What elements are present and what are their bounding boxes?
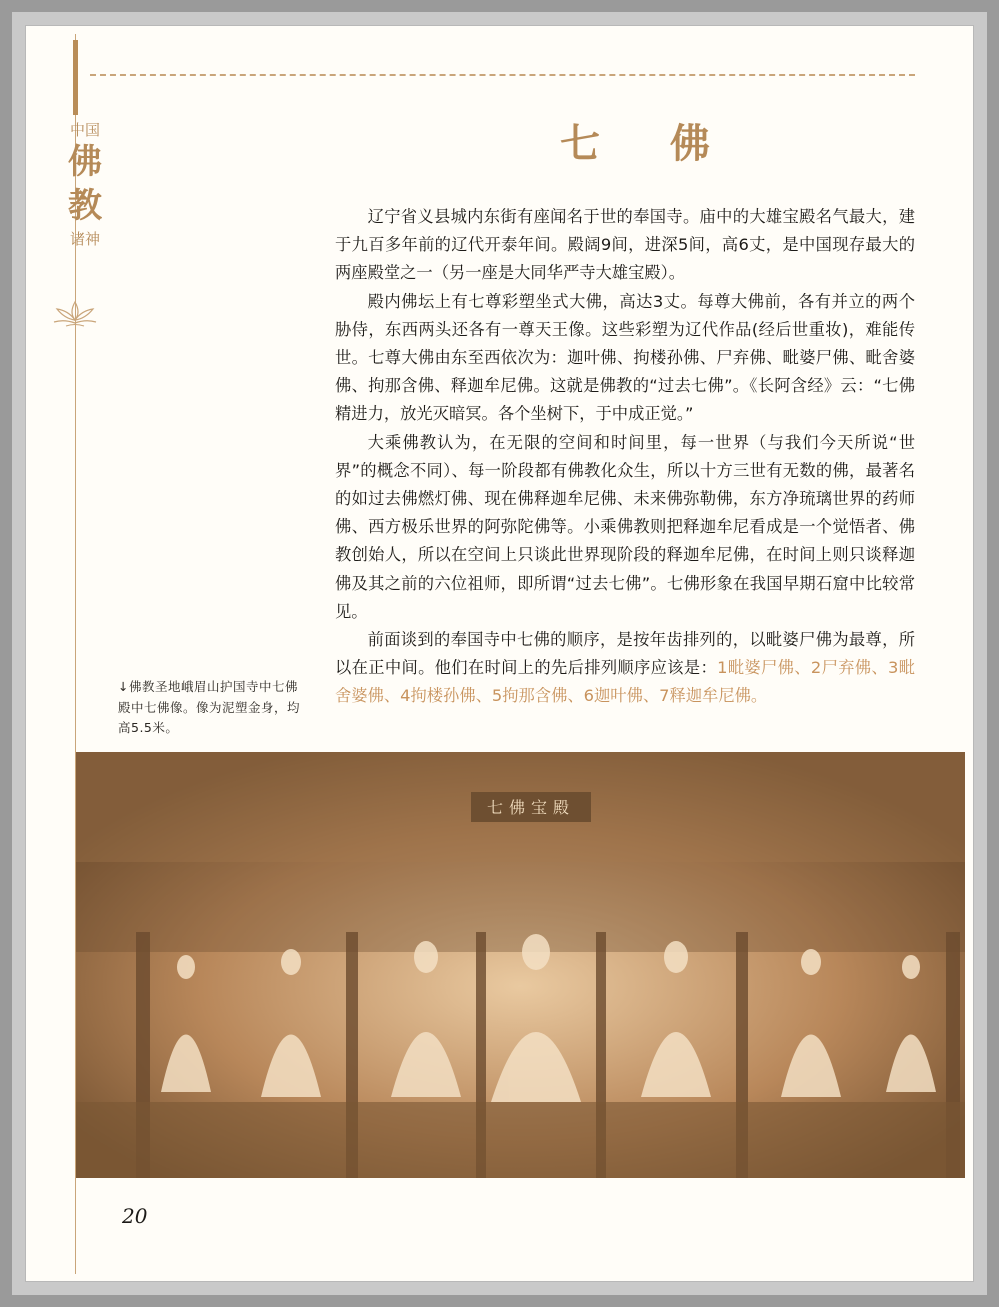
header-dashed-rule: [90, 74, 915, 76]
paragraph: 大乘佛教认为，在无限的空间和时间里，每一世界（与我们今天所说“世界”的概念不同）、每一阶段都有佛教化众生，所以十方三世有无数的佛，最著名的如过去佛燃灯佛、现在佛释迦牟尼佛、未来佛弥勒佛，东方净琉璃世界的药师佛、西方极乐世界的阿弥陀佛等。小乘佛教则把释迦牟尼看成是一个觉悟者、佛教创始人，所以在空间上只谈此世界现阶段的释迦牟尼佛，在时间上则只谈释迦佛及其之前的六位祖师，即所谓“过去七佛”。七佛形象在我国早期石窟中比较常见。: [335, 432, 915, 621]
book-side-title: [55, 120, 115, 250]
photo-caption: ↓佛教圣地峨眉山护国寺中七佛殿中七佛像。像为泥塑金身，均高5.5米。: [118, 679, 301, 735]
paragraph: 殿内佛坛上有七尊彩塑坐式大佛，高达3丈。每尊大佛前，各有并立的两个胁侍，东西两头还各有一尊天王像。这些彩塑为辽代作品(经后世重妆)，难能传世。七尊大佛由东至西依次为：迦叶佛、拘楼孙佛、尸弃佛、毗婆尸佛、毗舍婆佛、拘那含佛、释迦牟尼佛。这就是佛教的“过去七佛”。《长阿含经》云：“七佛精进力，放光灭暗冥。各个坐树下，于中成正觉。”: [335, 291, 915, 424]
photo-plaque-text: 七佛宝殿: [486, 798, 576, 817]
paragraph-last: [335, 626, 915, 711]
side-title-char2: 教: [68, 186, 102, 226]
paragraph: 辽宁省义县城内东街有座闻名于世的奉国寺。庙中的大雄宝殿名气最大，建于九百多年前的辽代开泰年间。殿阔9间，进深5间，高6丈，是中国现存最大的两座殿堂之一（另一座是大同华严寺大雄宝殿）。: [335, 207, 915, 283]
side-title-char1: 佛: [68, 142, 102, 182]
side-title-bottom: 诸神: [69, 230, 100, 248]
paragraph-last-list: 1毗婆尸佛、2尸弃佛、3毗舍婆佛、4拘楼孙佛、5拘那含佛、6迦叶佛、7释迦牟尼佛。: [335, 658, 916, 706]
lotus-ornament-icon: [52, 300, 98, 330]
side-title-top: 中国: [69, 121, 100, 139]
article-body: [335, 203, 915, 711]
page-number: 20: [122, 1204, 148, 1228]
seven-buddhas-illustration: [76, 752, 965, 1178]
page-heading: 七 佛: [560, 120, 738, 167]
seven-buddhas-photo: [76, 752, 965, 1178]
margin-rule-accent: [73, 40, 78, 115]
paragraph-last-main: 前面谈到的奉国寺中七佛的顺序，是按年齿排列的，以毗婆尸佛为最尊，所以在正中间。他们在时间上的先后排列顺序应该是：: [335, 630, 915, 678]
